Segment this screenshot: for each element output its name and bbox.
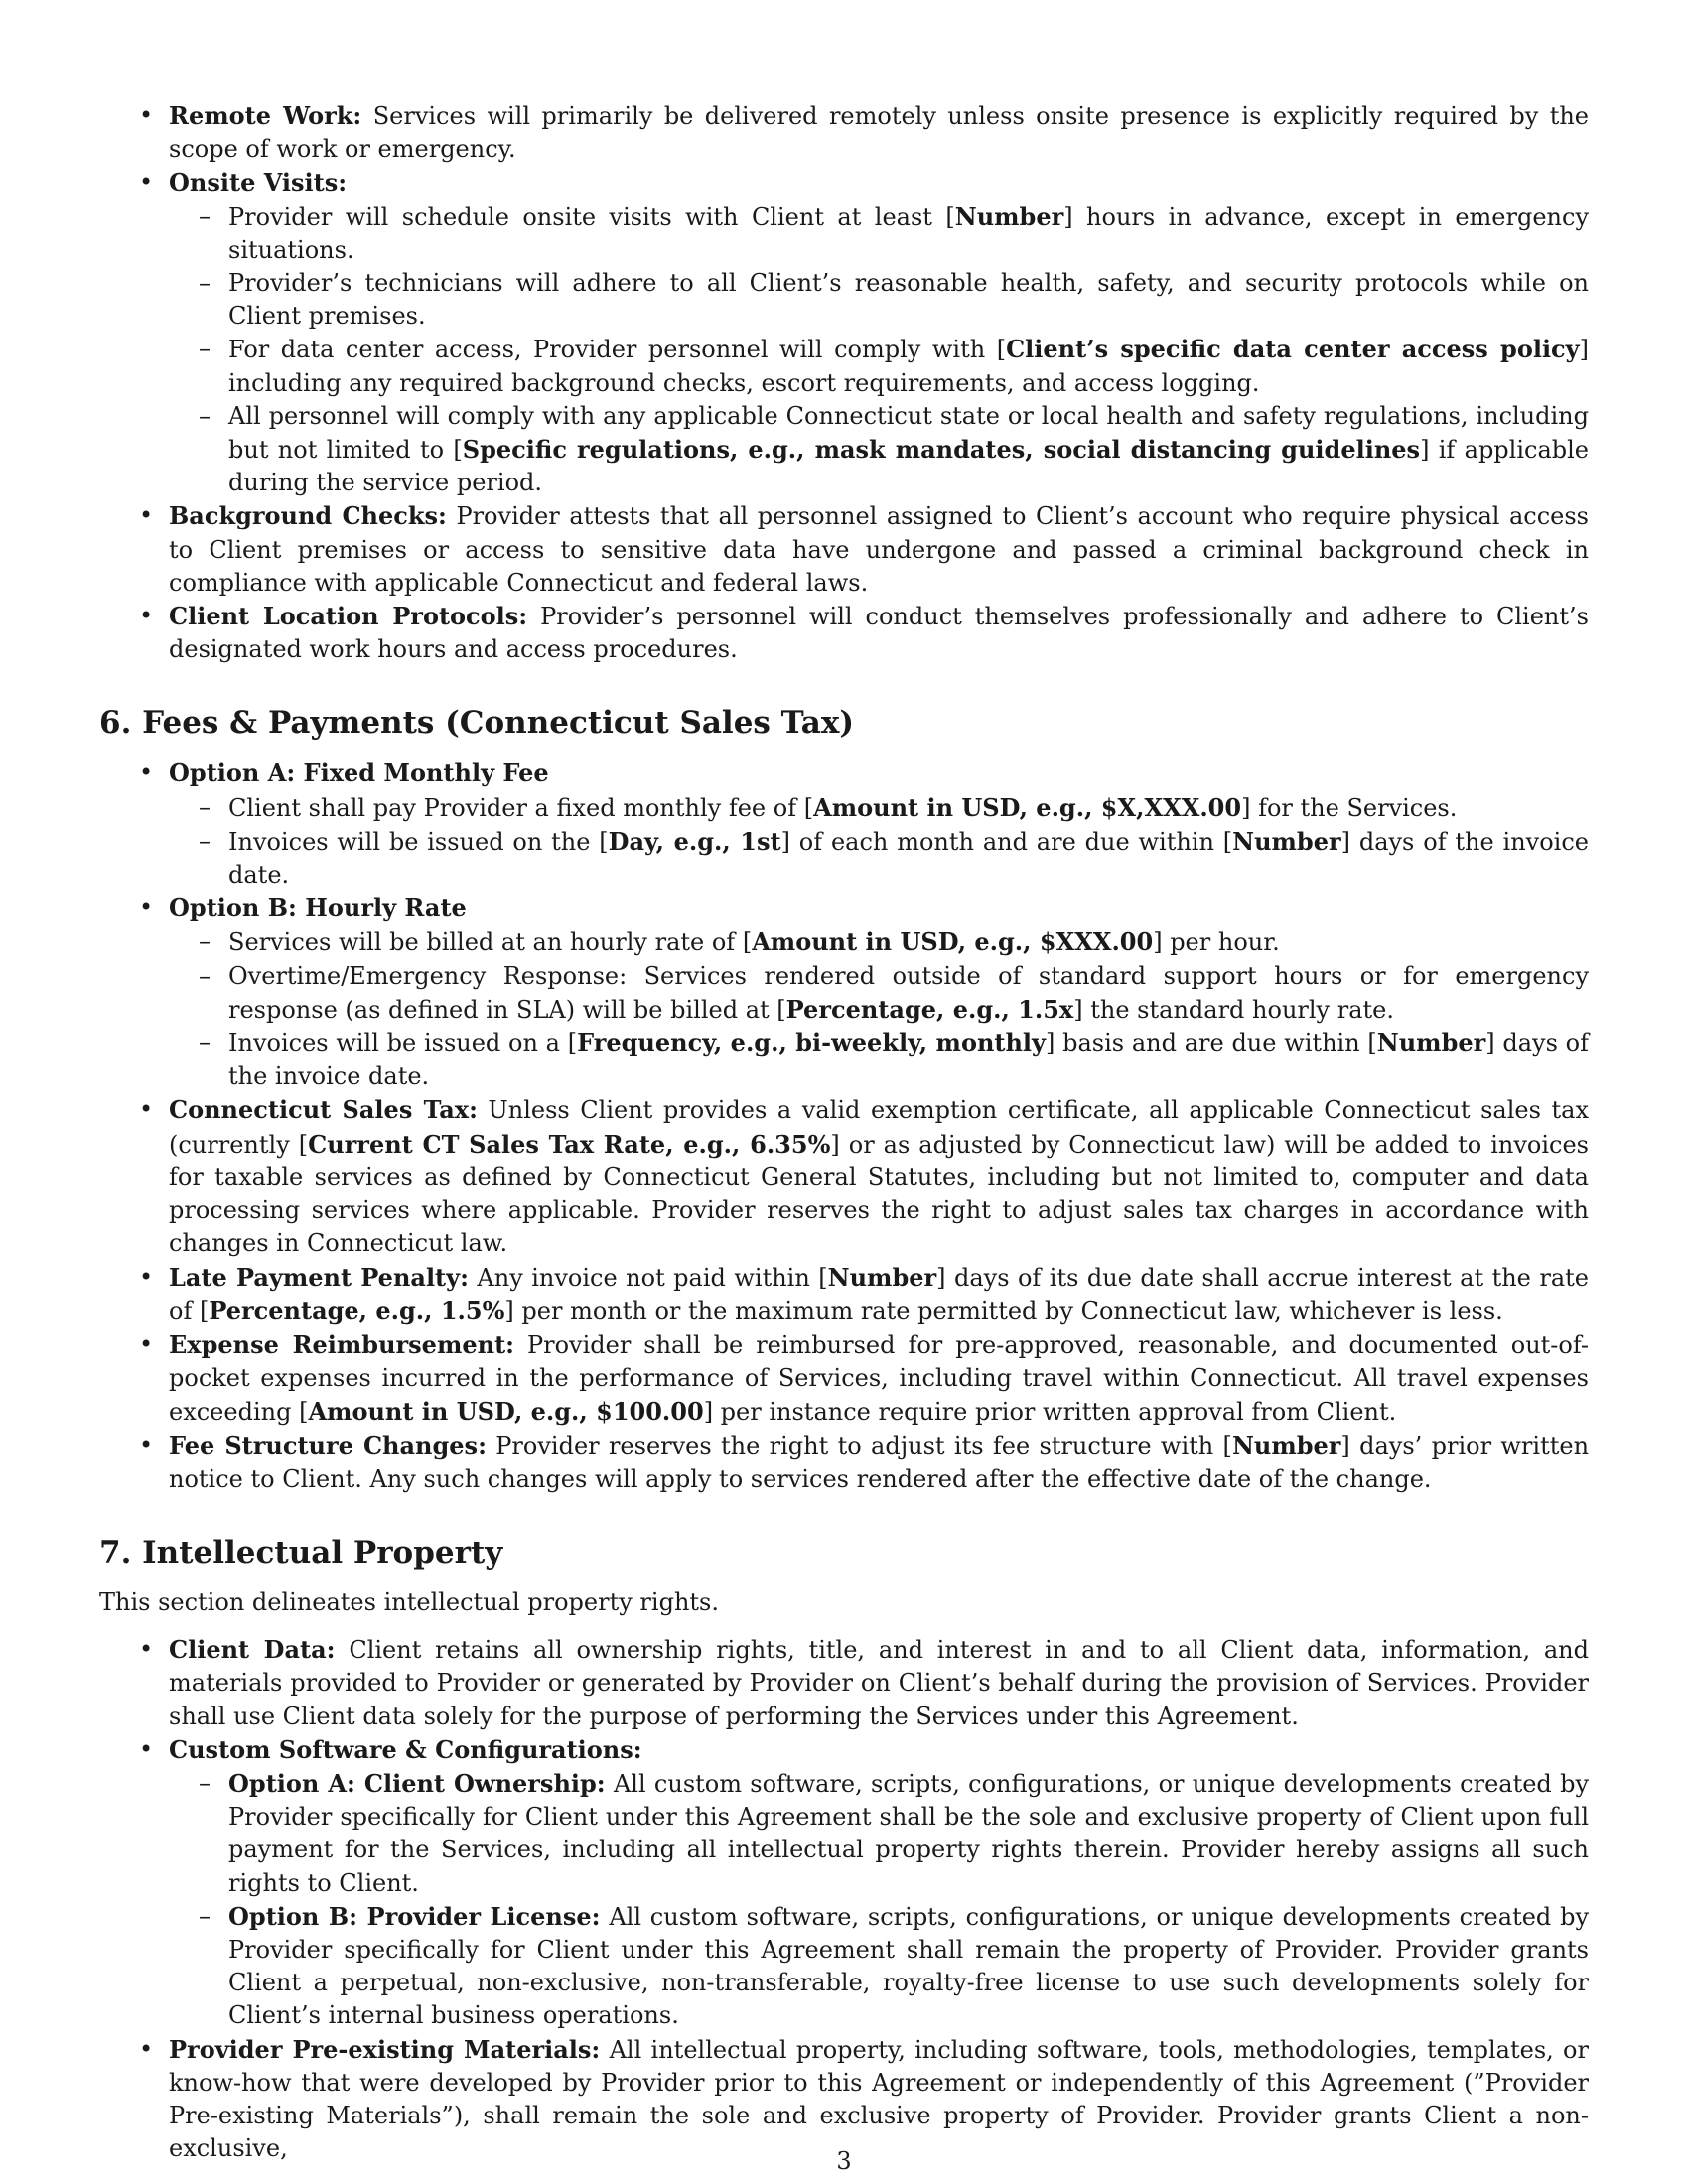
- text-run: Invoices will be issued on the [: [228, 827, 609, 856]
- expense-label: Expense Reimbursement:: [169, 1329, 515, 1359]
- text-run: Provider shall be reimbursed for pre-approved, reasonable, and documented out-of-pocket expenses incurred in the performance of Services, including travel within Connecticut. All travel expenses exceeding [: [169, 1330, 1589, 1427]
- text-run: Any invoice not paid within [: [477, 1263, 828, 1292]
- client-data-text: Client retains all ownership rights, title, and interest in and to all Client data, information, and materials provided to Provider or generated by Provider on Client’s behalf during the provision of Services. Provider shall use Client data solely for the purpose of performing the Services under this Agreement.: [169, 1636, 1589, 1730]
- text-run: ] days of the invoice date.: [228, 1029, 1589, 1091]
- section7-list: [99, 1633, 1589, 2165]
- section5-list: [99, 99, 1589, 666]
- text-run: Provider will schedule onsite visits with Client at least [: [228, 203, 955, 231]
- option-a-ownership-item: [99, 1767, 1589, 1900]
- onsite-visits-label: Onsite Visits:: [169, 168, 348, 198]
- option-b-label: Option B: Hourly Rate: [169, 893, 467, 923]
- option-a-label: Option A: Fixed Monthly Fee: [169, 758, 549, 788]
- text-run: ] the standard hourly rate.: [1073, 995, 1394, 1024]
- section-7-heading: 7. Intellectual Property: [99, 1534, 503, 1570]
- text-run: ] or as adjusted by Connecticut law) will be added to invoices for taxable services as defined by Connecticut General Statutes, including but not limited to, computer and data processing services where applicable. Provider reserves the right to adjust sales tax charges in accordance with changes in Connecticut law.: [169, 1130, 1589, 1258]
- placeholder-field: Amount in USD, e.g., $100.00: [308, 1397, 704, 1427]
- placeholder-field: Number: [827, 1262, 937, 1292]
- onsite-visits-item: [99, 166, 1589, 499]
- option-a-item: [99, 756, 1589, 891]
- text-run: ] of each month and are due within [: [780, 827, 1233, 856]
- text-run: Client shall pay Provider a fixed monthly fee of [: [228, 793, 814, 822]
- text-run: ] per instance require prior written approval from Client.: [703, 1398, 1397, 1427]
- text-run: All personnel will comply with any applicable Connecticut state or local health and safety regulations, including but not limited to [: [228, 401, 1589, 465]
- client-data-item: [99, 1633, 1589, 1733]
- placeholder-field: Number: [1376, 1028, 1486, 1058]
- text-run: ] days of its due date shall accrue interest at the rate of [: [169, 1263, 1589, 1325]
- list-item: [99, 925, 1589, 959]
- placeholder-field: Current CT Sales Tax Rate, e.g., 6.35%: [308, 1129, 831, 1159]
- text-run: Invoices will be issued on a [: [228, 1029, 578, 1058]
- text-run: All custom software, scripts, configurations, or unique developments created by Provider specifically for Client under this Agreement shall be the sole and exclusive property of Client upon full payment for the Services, including all intellectual property rights therein. Provider hereby assigns all such rights to Client.: [228, 1769, 1589, 1897]
- late-payment-label: Late Payment Penalty:: [169, 1262, 469, 1292]
- placeholder-field: Amount in USD, e.g., $XXX.00: [752, 927, 1154, 957]
- document-page: [99, 99, 1589, 2165]
- option-b-sublist: [169, 925, 1589, 1093]
- text-run: ] days of the invoice date.: [228, 827, 1589, 889]
- list-item: [99, 960, 1589, 1026]
- text-run: Unless Client provides a valid exemption certificate, all applicable Connecticut sales tax (currently [: [169, 1096, 1590, 1159]
- option-a-sublist: [169, 791, 1589, 892]
- client-data-label: Client Data:: [169, 1635, 336, 1665]
- text-run: ] basis and are due within [: [1046, 1029, 1377, 1058]
- placeholder-field: Percentage, e.g., 1.5%: [209, 1296, 505, 1325]
- list-item: [99, 267, 1589, 333]
- custom-software-sublist: [169, 1767, 1589, 2033]
- preexisting-label: Provider Pre-existing Materials:: [169, 2034, 601, 2064]
- background-checks-label: Background Checks:: [169, 501, 447, 531]
- text-run: Services will be billed at an hourly rate of [: [228, 928, 753, 957]
- placeholder-field: Frequency, e.g., bi-weekly, monthly: [577, 1028, 1046, 1058]
- text-run: ] days’ prior written notice to Client. Any such changes will apply to services rendered after the effective date of the change.: [169, 1432, 1590, 1493]
- placeholder-field: Day, e.g., 1st: [608, 826, 781, 856]
- client-location-label: Client Location Protocols:: [169, 602, 528, 631]
- late-payment-item: [99, 1261, 1589, 1328]
- text-run: ] per month or the maximum rate permitted by Connecticut law, whichever is less.: [504, 1297, 1503, 1325]
- text-run: For data center access, Provider personnel will comply with [: [228, 336, 1007, 364]
- text-run: Provider’s technicians will adhere to all Client’s reasonable health, safety, and security protocols while on Client premises.: [228, 269, 1589, 331]
- list-item: [99, 400, 1589, 500]
- placeholder-field: Specific regulations, e.g., mask mandates, social distancing guidelines: [462, 435, 1421, 465]
- list-item: [99, 201, 1589, 267]
- text-run: ] including any required background checks, escort requirements, and access logging.: [228, 336, 1589, 397]
- list-item: [99, 333, 1589, 399]
- remote-work-item: [99, 99, 1589, 166]
- option-b-license-item: [99, 1900, 1589, 2033]
- section-7-intro: This section delineates intellectual property rights.: [99, 1587, 719, 1616]
- option-b-license-label: Option B: Provider License:: [228, 1901, 601, 1931]
- fee-changes-item: [99, 1430, 1589, 1496]
- expense-item: [99, 1328, 1589, 1430]
- sales-tax-label: Connecticut Sales Tax:: [169, 1095, 478, 1125]
- background-checks-text: Provider attests that all personnel assigned to Client’s account who require physical access to Client premises or access to sensitive data have undergone and passed a criminal background check in compliance with applicable Connecticut and federal laws.: [169, 502, 1589, 597]
- placeholder-field: Number: [954, 202, 1064, 231]
- text-run: Overtime/Emergency Response: Services rendered outside of standard support hours or for emergency response (as defined in SLA) will be billed at [: [228, 961, 1589, 1024]
- remote-work-text: Services will primarily be delivered remotely unless onsite presence is explicitly required by the scope of work or emergency.: [169, 102, 1590, 164]
- text-run: ] if applicable during the service period.: [228, 436, 1590, 497]
- text-run: ] hours in advance, except in emergency situations.: [228, 203, 1590, 264]
- text-run: Provider reserves the right to adjust its fee structure with [: [495, 1432, 1232, 1460]
- placeholder-field: Percentage, e.g., 1.5x: [785, 994, 1074, 1024]
- preexisting-text: All intellectual property, including software, tools, methodologies, templates, or know-how that were developed by Provider prior to this Agreement or independently of this Agreement (”Provider Pre-existing Materials”), shall remain the sole and exclusive property of Provider. Provider grants Client a non-exclusive,: [169, 2035, 1589, 2163]
- text-run: All custom software, scripts, configurations, or unique developments created by Provider specifically for Client under this Agreement shall remain the property of Provider. Provider grants Client a perpetual, non-exclusive, non-transferable, royalty-free license to use such developments solely for Client’s internal business operations.: [228, 1902, 1589, 2030]
- placeholder-field: Number: [1232, 826, 1341, 856]
- placeholder-field: Amount in USD, e.g., $X,XXX.00: [813, 792, 1242, 822]
- text-run: ] per hour.: [1153, 928, 1280, 957]
- client-location-text: Provider’s personnel will conduct themselves professionally and adhere to Client’s designated work hours and access procedures.: [169, 603, 1589, 664]
- fee-changes-label: Fee Structure Changes:: [169, 1431, 487, 1460]
- section6-list: [99, 756, 1589, 1495]
- list-item: [99, 825, 1589, 891]
- text-run: ] for the Services.: [1241, 793, 1458, 822]
- background-checks-item: [99, 499, 1589, 600]
- onsite-visits-sublist: [169, 201, 1589, 500]
- list-item: [99, 791, 1589, 825]
- custom-software-item: [99, 1733, 1589, 2033]
- sales-tax-item: [99, 1093, 1589, 1260]
- remote-work-label: Remote Work:: [169, 101, 362, 130]
- custom-software-label: Custom Software & Configurations:: [169, 1734, 642, 1764]
- section-6-heading: 6. Fees & Payments (Connecticut Sales Tax): [99, 705, 855, 742]
- client-location-item: [99, 600, 1589, 666]
- placeholder-field: Client’s specific data center access policy: [1006, 335, 1580, 364]
- option-b-item: [99, 891, 1589, 1093]
- placeholder-field: Number: [1231, 1431, 1341, 1460]
- option-a-ownership-label: Option A: Client Ownership:: [228, 1768, 606, 1798]
- list-item: [99, 1026, 1589, 1093]
- page-number: 3: [836, 2147, 852, 2175]
